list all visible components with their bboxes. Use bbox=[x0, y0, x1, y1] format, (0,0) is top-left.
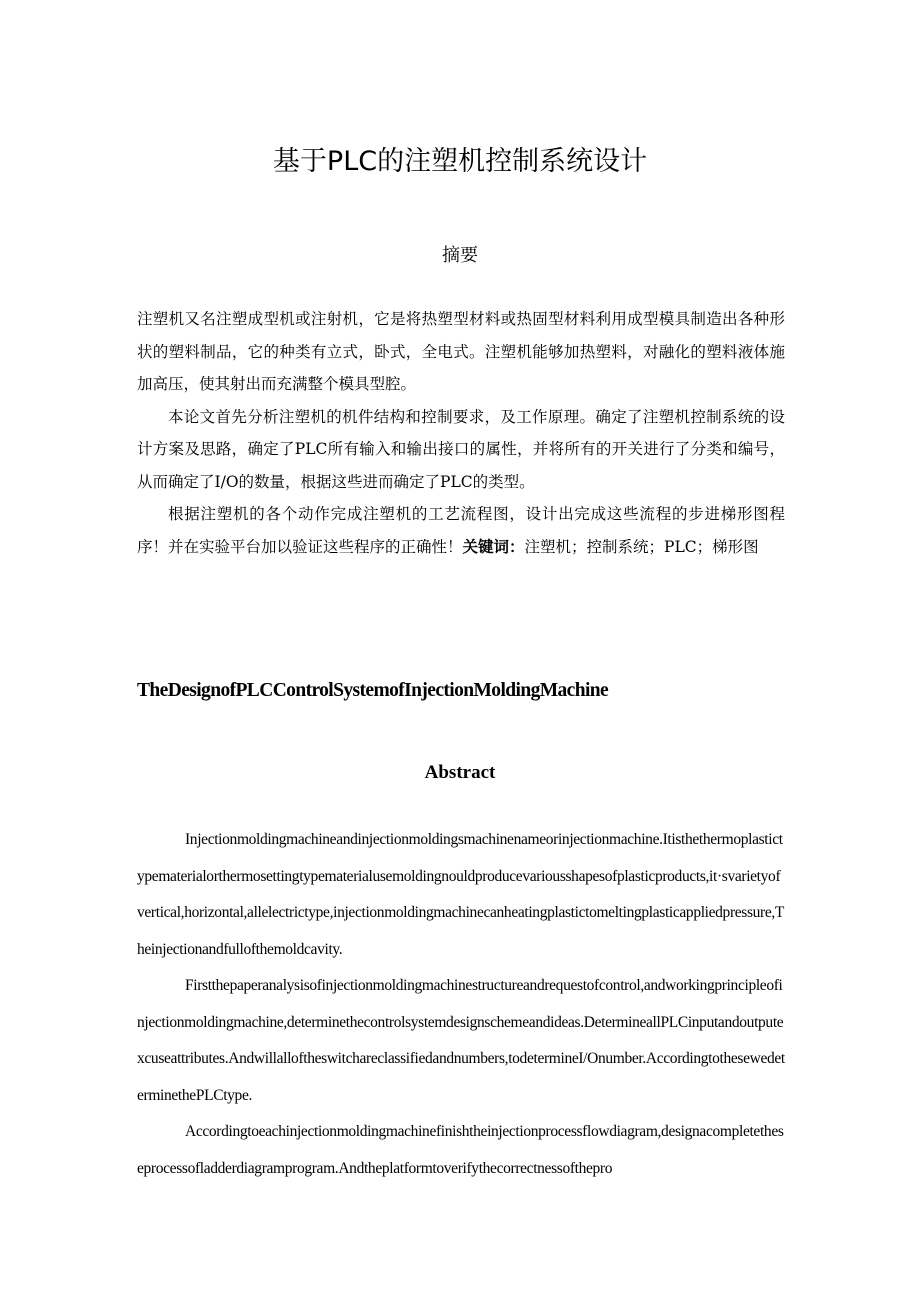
english-title: TheDesignofPLCControlSystemofInjectionMoldingMachine bbox=[137, 680, 609, 701]
english-abstract-body bbox=[137, 822, 785, 1187]
keywords-label: 关键词： bbox=[462, 537, 525, 556]
english-paragraph-3: Accordingtoeachinjectionmoldingmachinefinishtheinjectionprocessflowdiagram,designacompletetheseprocessofladderdiagramprogram.Andtheplatformtoverifythecorrectnessofthepro bbox=[137, 1123, 784, 1177]
english-abstract-heading: Abstract bbox=[424, 762, 496, 783]
english-paragraph-1: Injectionmoldingmachineandinjectionmoldingsmachinenameorinjectionmachine.Itisthethermoplastictypematerialorthermosettingtypematerialusemoldingnouldproducevariousshapesofplasticproducts,it·svarietyofvertical,horizontal,allelectrictype,injectionmoldingmachinecanheatingplastictomeltingplasticappliedpressure,Theinjectionandfullofthemoldcavity. bbox=[137, 831, 785, 958]
chinese-abstract-heading: 摘要 bbox=[442, 245, 478, 266]
chinese-paragraph-1: 注塑机又名注塑成型机或注射机，它是将热塑型材料或热固型材料利用成型模具制造出各种形状的塑料制品，它的种类有立式，卧式，全电式。注塑机能够加热塑料，对融化的塑料液体施加高压，使其射出而充满整个模具型腔。 bbox=[137, 310, 785, 393]
english-paragraph-2: Firstthepaperanalysisofinjectionmoldingmachinestructureandrequestofcontrol,andworkingprincipleofinjectionmoldingmachine,determinethecontrolsystemdesignschemeandideas.DetermineallPLCinputandoutputexcuseattributes.Andwillalloftheswitchareclassifiedandnumbers,todetermineI/Onumber.AccordingtothesewedeterminethePLCtype. bbox=[137, 977, 785, 1104]
chinese-paragraph-3 bbox=[137, 498, 785, 563]
chinese-abstract-body bbox=[137, 303, 785, 563]
chinese-paragraph-2: 本论文首先分析注塑机的机件结构和控制要求，及工作原理。确定了注塑机控制系统的设计方案及思路，确定了PLC所有输入和输出接口的属性，并将所有的开关进行了分类和编号，从而确定了I/O的数量，根据这些进而确定了PLC的类型。 bbox=[137, 407, 785, 491]
chinese-title: 基于PLC的注塑机控制系统设计 bbox=[272, 146, 648, 177]
keywords-list: 注塑机；控制系统；PLC；梯形图 bbox=[524, 537, 759, 556]
chinese-paragraph-3-text: 根据注塑机的各个动作完成注塑机的工艺流程图，设计出完成这些流程的步进梯形图程序！并在实验平台加以验证这些程序的正确性！ bbox=[137, 505, 785, 556]
